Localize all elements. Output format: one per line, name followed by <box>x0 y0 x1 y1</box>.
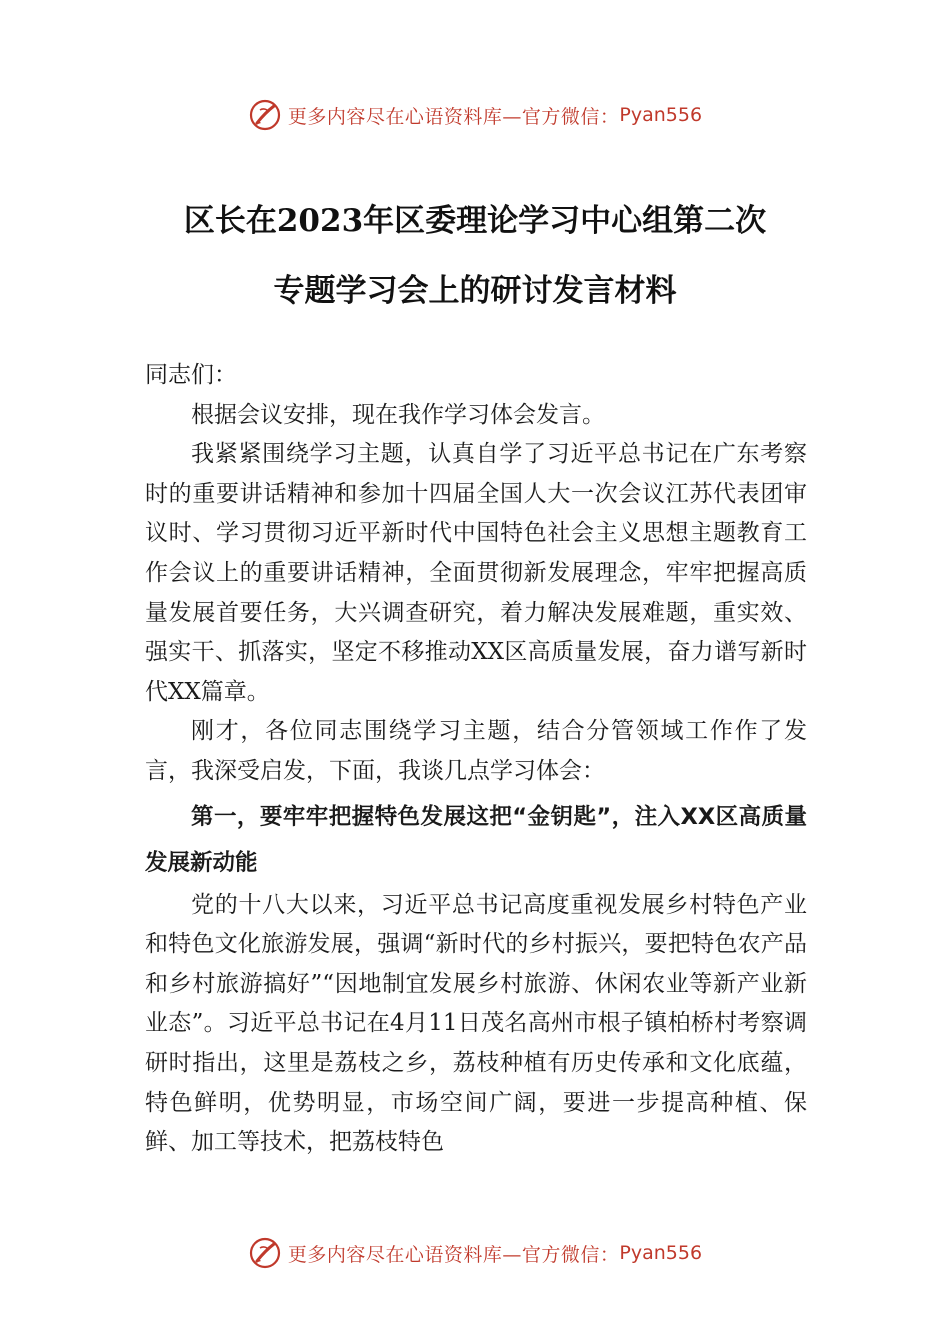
paragraph-3: 刚才，各位同志围绕学习主题，结合分管领域工作作了发言，我深受启发，下面，我谈几点学习体会： <box>145 718 807 784</box>
paragraph-2: 我紧紧围绕学习主题，认真自学了习近平总书记在广东考察时的重要讲话精神和参加十四届全国人大一次会议江苏代表团审议时、学习贯彻习近平新时代中国特色社会主义思想主题教育工作会议上的重要讲话精神，全面贯彻新发展理念，牢牢把握高质量发展首要任务，大兴调查研究，着力解决发展难题，重实效、强实干、抓落实，坚定不移推动XX区高质量发展，奋力谱写新时代XX篇章。 <box>145 441 807 705</box>
watermark-text: 更多内容尽在心语资料库—官方微信： <box>287 1243 620 1266</box>
header-watermark <box>0 95 950 135</box>
wechat-id: Pyan556 <box>619 104 703 126</box>
brush-pen-logo-icon <box>248 1236 282 1270</box>
paragraph-1: 根据会议安排，现在我作学习体会发言。 <box>191 401 605 428</box>
document-body <box>145 356 807 1163</box>
salutation: 同志们： <box>145 362 237 388</box>
wechat-id: Pyan556 <box>619 1242 703 1264</box>
watermark-text: 更多内容尽在心语资料库—官方微信： <box>287 105 620 128</box>
section-heading-1: 第一，要牢牢把握特色发展这把“金钥匙”，注入XX区高质量发展新动能 <box>145 803 807 876</box>
document-title <box>60 186 890 326</box>
brush-pen-logo-icon <box>248 98 282 132</box>
title-line-2: 专题学习会上的研讨发言材料 <box>273 273 677 309</box>
footer-watermark <box>0 1233 950 1273</box>
section-1-paragraph: 党的十八大以来，习近平总书记高度重视发展乡村特色产业和特色文化旅游发展，强调“新时代的乡村振兴，要把特色农产品和乡村旅游搞好”“因地制宜发展乡村旅游、休闲农业等新产业新业态”。习近平总书记在4月11日茂名高州市根子镇柏桥村考察调研时指出，这里是荔枝之乡，荔枝种植有历史传承和文化底蕴，特色鲜明，优势明显，市场空间广阔，要进一步提高种植、保鲜、加工等技术，把荔枝特色 <box>145 891 807 1156</box>
title-line-1: 区长在2023年区委理论学习中心组第二次 <box>183 203 767 239</box>
